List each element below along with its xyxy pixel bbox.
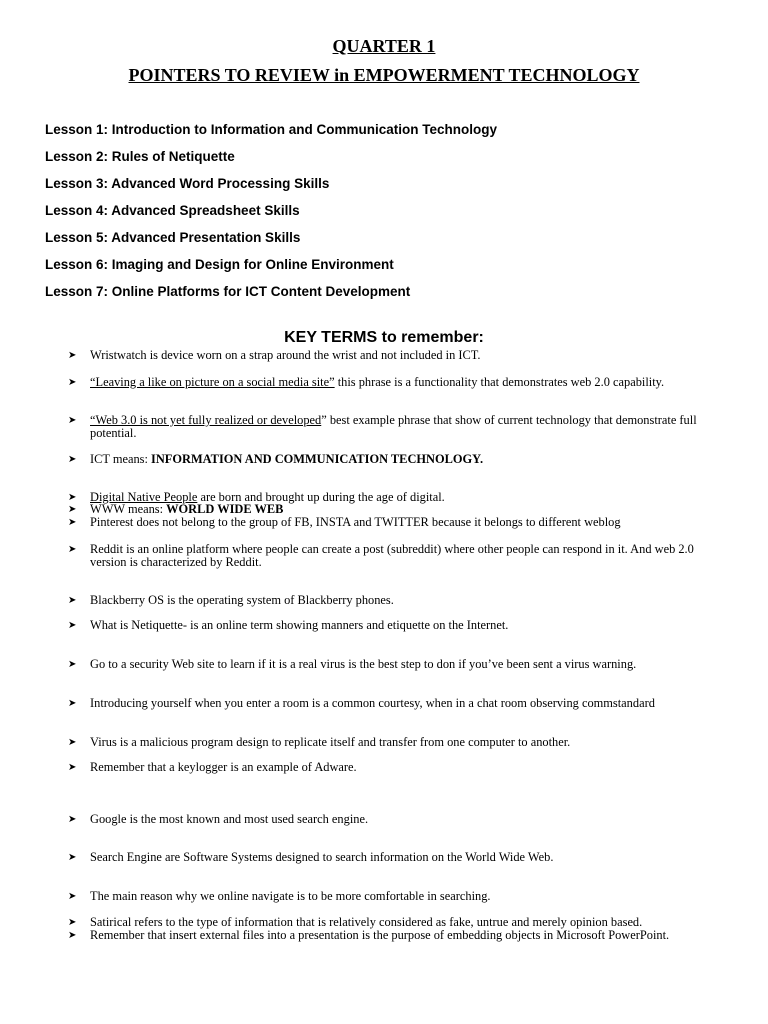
underlined-phrase: “Leaving a like on picture on a social media site” [90, 375, 335, 389]
term-item: ➤ Blackberry OS is the operating system of Blackberry phones. [68, 593, 394, 607]
term-item: ➤ Search Engine are Software Systems designed to search information on the World Wide Web. [68, 850, 554, 864]
lesson-item: Lesson 1: Introduction to Information and Communication Technology [45, 122, 497, 137]
arrowhead-bullet-icon: ➤ [68, 737, 77, 748]
arrowhead-bullet-icon: ➤ [68, 620, 77, 631]
document-title: POINTERS TO REVIEW in EMPOWERMENT TECHNOLOGY [128, 65, 640, 85]
term-item: ➤ Pinterest does not belong to the group of FB, INSTA and TWITTER because it belongs to different weblog [68, 515, 621, 529]
arrowhead-bullet-icon: ➤ [68, 595, 77, 606]
arrowhead-bullet-icon: ➤ [68, 415, 77, 426]
arrowhead-bullet-icon: ➤ [68, 377, 77, 388]
lesson-item: Lesson 7: Online Platforms for ICT Content Development [45, 284, 411, 299]
term-item: ➤ Remember that insert external files into a presentation is the purpose of embedding objects in Microsoft PowerPoint. [68, 928, 670, 942]
arrowhead-bullet-icon: ➤ [68, 454, 77, 465]
arrowhead-bullet-icon: ➤ [68, 930, 77, 941]
quarter-heading: QUARTER 1 [332, 36, 436, 56]
arrowhead-bullet-icon: ➤ [68, 492, 77, 503]
arrowhead-bullet-icon: ➤ [68, 544, 77, 555]
lesson-item: Lesson 5: Advanced Presentation Skills [45, 230, 301, 245]
term-item: ➤ ICT means: INFORMATION AND COMMUNICATION TECHNOLOGY. [68, 452, 484, 466]
term-item: ➤ What is Netiquette- is an online term showing manners and etiquette on the Internet. [68, 618, 509, 632]
lesson-list [45, 121, 497, 310]
lesson-item: Lesson 4: Advanced Spreadsheet Skills [45, 203, 300, 218]
term-item: ➤ The main reason why we online navigate is to be more comfortable in searching. [68, 889, 491, 903]
lesson-item: Lesson 3: Advanced Word Processing Skills [45, 176, 330, 191]
term-item: ➤ Reddit is an online platform where people can create a post (subreddit) where other people can respond in it. And web 2.0 version is characterized by Reddit. [68, 542, 694, 569]
term-item: ➤ “Leaving a like on picture on a social media site” this phrase is a functionality that demonstrates web 2.0 capability. [68, 375, 665, 389]
arrowhead-bullet-icon: ➤ [68, 504, 77, 515]
key-terms-heading: KEY TERMS to remember: [284, 329, 484, 346]
term-item: ➤ Satirical refers to the type of information that is relatively considered as fake, untrue and merely opinion based. [68, 915, 643, 929]
term-item: ➤ “Web 3.0 is not yet fully realized or developed” best example phrase that show of current technology that demonstrate full potential. [68, 413, 697, 440]
arrowhead-bullet-icon: ➤ [68, 917, 77, 928]
arrowhead-bullet-icon: ➤ [68, 659, 77, 670]
lesson-item: Lesson 2: Rules of Netiquette [45, 149, 235, 164]
term-item: ➤ Digital Native People are born and brought up during the age of digital. [68, 490, 445, 504]
arrowhead-bullet-icon: ➤ [68, 891, 77, 902]
underlined-phrase: “Web 3.0 is not yet fully realized or developed [90, 413, 322, 427]
term-item: ➤ Go to a security Web site to learn if it is a real virus is the best step to don if you’ve been sent a virus warning. [68, 657, 637, 671]
term-item: ➤ Introducing yourself when you enter a room is a common courtesy, when in a chat room observing commstandard [68, 696, 655, 710]
arrowhead-bullet-icon: ➤ [68, 517, 77, 528]
term-item: ➤ WWW means: WORLD WIDE WEB [68, 502, 284, 516]
term-item: ➤ Wristwatch is device worn on a strap around the wrist and not included in ICT. [68, 348, 481, 362]
arrowhead-bullet-icon: ➤ [68, 698, 77, 709]
arrowhead-bullet-icon: ➤ [68, 350, 77, 361]
lesson-item: Lesson 6: Imaging and Design for Online Environment [45, 257, 394, 272]
term-item: ➤ Virus is a malicious program design to replicate itself and transfer from one computer to another. [68, 735, 571, 749]
term-item: ➤ Remember that a keylogger is an example of Adware. [68, 760, 357, 774]
term-item: ➤ Google is the most known and most used search engine. [68, 812, 369, 826]
arrowhead-bullet-icon: ➤ [68, 814, 77, 825]
arrowhead-bullet-icon: ➤ [68, 852, 77, 863]
arrowhead-bullet-icon: ➤ [68, 762, 77, 773]
underlined-phrase: Digital Native People [90, 490, 198, 504]
